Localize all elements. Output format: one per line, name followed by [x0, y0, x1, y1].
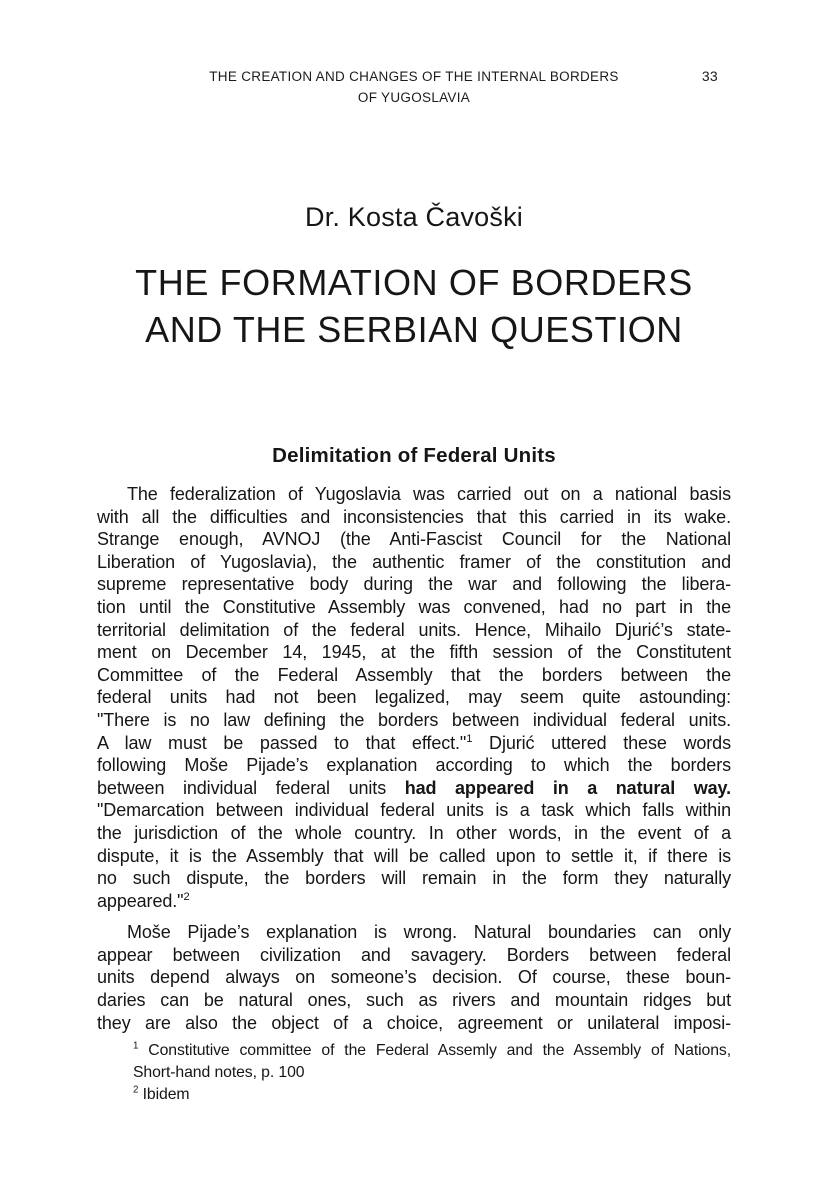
- footnote-ref: 2: [183, 890, 190, 903]
- footnote-ref: 1: [133, 1040, 139, 1052]
- text-segment: they are also the object of a choice, agreement or unilateral imposi-: [97, 1012, 731, 1033]
- text-segment: appear between civilization and savagery. Borders between federal: [97, 944, 731, 965]
- text-segment: ment on December 14, 1945, at the fifth session of the Constitutent: [97, 642, 731, 663]
- text-line: [97, 664, 731, 687]
- text-segment: appeared.": [97, 890, 184, 911]
- text-line: [97, 867, 731, 890]
- text-line: [97, 686, 731, 709]
- page-number: 33: [701, 68, 718, 84]
- text-segment: tion until the Constitutive Assembly was convened, had no part in the: [97, 596, 731, 617]
- text-line: [97, 641, 731, 664]
- text-segment: Moše Pijade’s explanation is wrong. Natural boundaries can only: [127, 922, 731, 943]
- text-segment: no such dispute, the borders will remain in the form they naturally: [97, 868, 731, 889]
- text-segment: supreme representative body during the war and following the libera-: [97, 574, 731, 595]
- text-line: [133, 1084, 731, 1106]
- text-line: [97, 799, 731, 822]
- footnotes: [133, 1040, 731, 1106]
- text-segment: A law must be passed to that effect.": [97, 732, 467, 753]
- text-line: [133, 1040, 731, 1062]
- text-segment: following Moše Pijade’s explanation according to which the borders: [97, 755, 731, 776]
- chapter-title-line1: THE FORMATION OF BORDERS: [135, 262, 693, 303]
- text-segment: the jurisdiction of the whole country. In other words, in the event of a: [97, 822, 731, 843]
- text-line: [97, 822, 731, 845]
- text-segment: "Demarcation between individual federal units is a task which falls within: [97, 800, 731, 821]
- text-segment: Short-hand notes, p. 100: [133, 1064, 305, 1082]
- text-segment: "There is no law defining the borders between individual federal units.: [97, 709, 731, 730]
- text-line: [133, 1062, 731, 1084]
- footnote: [133, 1084, 731, 1106]
- text-line: [97, 596, 731, 619]
- text-line: [97, 483, 731, 506]
- running-header: [97, 66, 731, 108]
- text-segment: The federalization of Yugoslavia was carried out on a national basis: [127, 484, 731, 504]
- text-line: [97, 1012, 731, 1035]
- text-line: [97, 777, 731, 800]
- text-line: [97, 709, 731, 732]
- footnote: [133, 1040, 731, 1084]
- section-heading: Delimitation of Federal Units: [272, 444, 556, 467]
- text-line: [97, 921, 731, 944]
- author-name: Dr. Kosta Čavoški: [305, 202, 523, 232]
- footnote-ref: 2: [133, 1084, 139, 1096]
- text-segment: between individual federal units: [97, 777, 405, 798]
- text-segment: Strange enough, AVNOJ (the Anti-Fascist Council for the National: [97, 529, 731, 550]
- text-line: [97, 506, 731, 529]
- footnote-ref: 1: [466, 732, 473, 745]
- chapter-title: [97, 259, 731, 353]
- paragraph: [97, 921, 731, 1034]
- text-segment: Constitutive committee of the Federal Assemly and the Assembly of Nations,: [138, 1042, 731, 1060]
- paragraph: [97, 483, 731, 912]
- text-line: [97, 551, 731, 574]
- text-segment: federal units had not been legalized, may seem quite astounding:: [97, 687, 731, 708]
- text-segment: Djurić uttered these words: [472, 732, 731, 753]
- text-line: [97, 573, 731, 596]
- body-text: [97, 483, 731, 1034]
- text-segment: units depend always on someone’s decision. Of course, these boun-: [97, 967, 731, 988]
- text-line: [97, 732, 731, 755]
- text-segment: dispute, it is the Assembly that will be called upon to settle it, if there is: [97, 845, 731, 866]
- running-header-line2: OF YUGOSLAVIA: [357, 90, 471, 105]
- text-line: [97, 528, 731, 551]
- text-line: [97, 619, 731, 642]
- running-header-line1: THE CREATION AND CHANGES OF THE INTERNAL BORDERS: [209, 69, 619, 84]
- text-segment: Liberation of Yugoslavia), the authentic framer of the constitution and: [97, 551, 731, 572]
- text-line: [97, 989, 731, 1012]
- text-line: [97, 890, 731, 913]
- text-segment: Committee of the Federal Assembly that the borders between the: [97, 664, 731, 685]
- text-segment: had appeared in a natural way.: [404, 777, 731, 798]
- text-segment: territorial delimitation of the federal units. Hence, Mihailo Djurić’s state-: [97, 619, 731, 640]
- text-segment: with all the difficulties and inconsistencies that this carried in its wake.: [97, 506, 731, 527]
- text-line: [97, 944, 731, 967]
- text-line: [97, 966, 731, 989]
- text-segment: Ibidem: [138, 1086, 190, 1104]
- text-line: [97, 845, 731, 868]
- chapter-title-line2: AND THE SERBIAN QUESTION: [145, 309, 683, 350]
- text-segment: daries can be natural ones, such as rivers and mountain ridges but: [97, 990, 731, 1011]
- text-line: [97, 754, 731, 777]
